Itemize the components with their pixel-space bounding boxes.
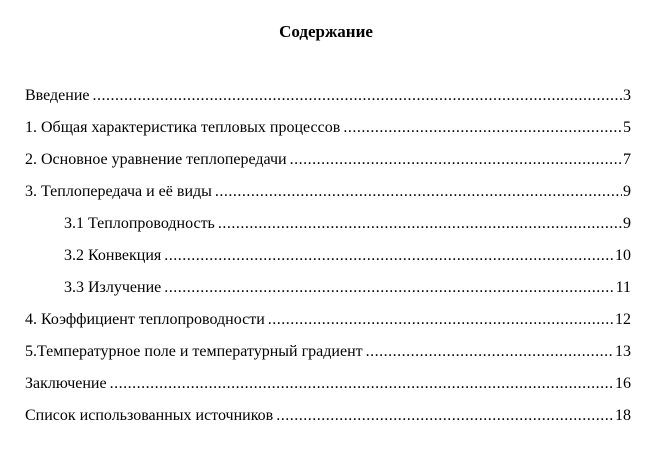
toc-page-number: 5 (623, 119, 631, 136)
toc-entry-label: Заключение (25, 375, 107, 392)
toc-dot-leader (93, 84, 623, 108)
toc-entry-label: 2. Основное уравнение теплопередачи (25, 151, 287, 168)
toc-dot-leader (164, 244, 614, 268)
toc-page-number: 11 (615, 279, 631, 296)
toc-page-number: 10 (615, 247, 631, 264)
toc-page-number: 3 (623, 87, 631, 104)
toc-entry-label: Список использованных источников (25, 407, 274, 424)
toc-entry-section-3-2[interactable] (25, 244, 631, 276)
toc-entry-conclusion[interactable] (25, 372, 631, 404)
toc-entry-section-4[interactable] (25, 308, 631, 340)
toc-dot-leader (276, 404, 614, 428)
toc-dot-leader (215, 180, 622, 204)
toc-entry-introduction[interactable] (25, 84, 631, 116)
toc-page-number: 18 (615, 407, 631, 424)
toc-page-number: 16 (615, 375, 631, 392)
toc-dot-leader (218, 212, 622, 236)
toc-dot-leader (110, 372, 614, 396)
toc-entry-section-3-3[interactable] (25, 276, 631, 308)
toc-entry-section-5[interactable] (25, 340, 631, 372)
toc-page-number: 9 (623, 183, 631, 200)
toc-page-number: 12 (615, 311, 631, 328)
toc-entry-label: 3. Теплопередача и её виды (25, 183, 212, 200)
toc-dot-leader (343, 116, 622, 140)
toc-dot-leader (290, 148, 622, 172)
toc-entry-label: 3.1 Теплопроводность (64, 215, 215, 232)
toc-list (25, 84, 631, 436)
toc-entry-label: 3.2 Конвекция (64, 247, 162, 264)
toc-entry-references[interactable] (25, 404, 631, 436)
toc-entry-section-3[interactable] (25, 180, 631, 212)
toc-entry-label: 4. Коэффициент теплопроводности (25, 311, 265, 328)
toc-entry-label: 1. Общая характеристика тепловых процессов (25, 119, 341, 136)
toc-page-number: 13 (615, 343, 631, 360)
toc-entry-label: 3.3 Излучение (64, 279, 162, 296)
toc-page-number: 7 (623, 151, 631, 168)
toc-entry-section-2[interactable] (25, 148, 631, 180)
toc-entry-section-3-1[interactable] (25, 212, 631, 244)
toc-dot-leader (268, 308, 614, 332)
toc-dot-leader (164, 276, 614, 300)
toc-entry-label: 5.Температурное поле и температурный градиент (25, 343, 363, 360)
toc-entry-section-1[interactable] (25, 116, 631, 148)
toc-page-number: 9 (623, 215, 631, 232)
toc-dot-leader (366, 340, 614, 364)
toc-title: Содержание (279, 22, 373, 41)
toc-entry-label: Введение (25, 87, 90, 104)
